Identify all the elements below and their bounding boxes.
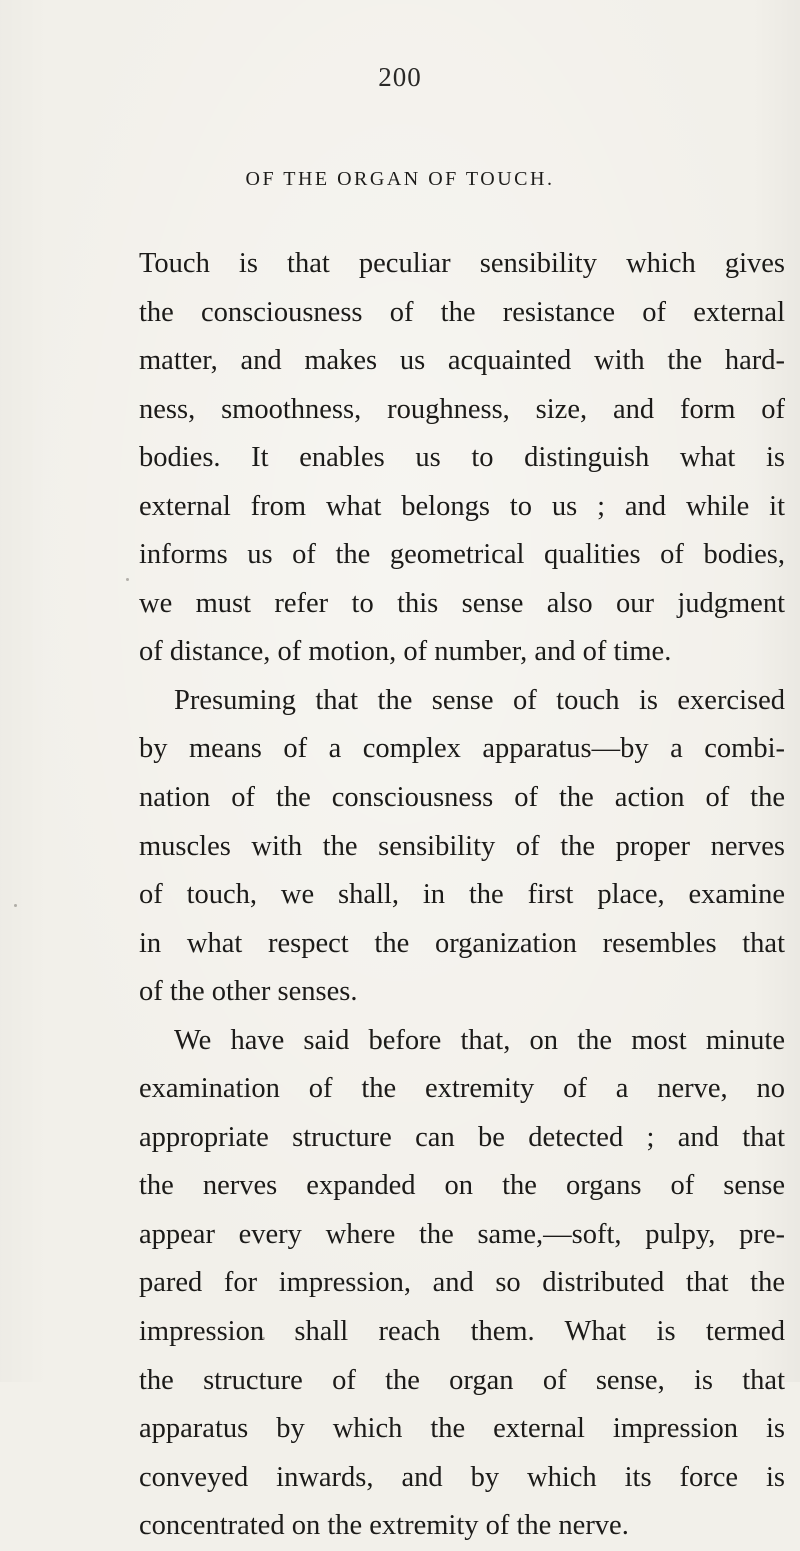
text-line: appropriate structure can be detected ; and that [139,1121,785,1153]
text-line: concentrated on the extremity of the nerve. [139,1510,629,1542]
text-line: muscles with the sensibility of the proper nerves [139,830,785,862]
text-line: in what respect the organization resembles that [139,927,785,959]
paper-speck [262,1337,265,1340]
text-line: We have said before that, on the most minute [174,1024,785,1056]
text-line: the nerves expanded on the organs of sense [139,1170,785,1202]
body-text [139,240,785,1551]
text-line: conveyed inwards, and by which its force is [139,1461,785,1493]
text-line: ness, smoothness, roughness, size, and form of [139,393,785,425]
text-line: the consciousness of the resistance of external [139,296,785,328]
text-line: matter, and makes us acquainted with the hard- [139,345,785,377]
text-line: informs us of the geometrical qualities of bodies, [139,539,785,571]
text-line: impression shall reach them. What is termed [139,1316,785,1348]
text-line: of distance, of motion, of number, and of time. [139,636,672,668]
text-line: by means of a complex apparatus—by a combi- [139,733,785,765]
text-line: Presuming that the sense of touch is exercised [174,684,785,716]
text-line: the structure of the organ of sense, is that [139,1364,785,1396]
paper-speck [126,578,129,581]
text-line: appear every where the same,—soft, pulpy, pre- [139,1218,785,1250]
paper-speck [14,904,17,907]
text-line: nation of the consciousness of the action of the [139,782,785,814]
text-line: examination of the extremity of a nerve, no [139,1073,785,1105]
text-line: of the other senses. [139,976,358,1008]
chapter-title: OF THE ORGAN OF TOUCH. [245,168,555,190]
text-line: we must refer to this sense also our judgment [139,587,785,619]
page-number: 200 [378,62,422,92]
text-line: Touch is that peculiar sensibility which gives [139,248,785,279]
text-line: apparatus by which the external impression is [139,1413,785,1445]
text-line: external from what belongs to us ; and while it [139,490,785,522]
text-line: bodies. It enables us to distinguish what is [139,442,785,474]
text-line: of touch, we shall, in the first place, examine [139,879,785,911]
text-line: pared for impression, and so distributed that the [139,1267,785,1299]
